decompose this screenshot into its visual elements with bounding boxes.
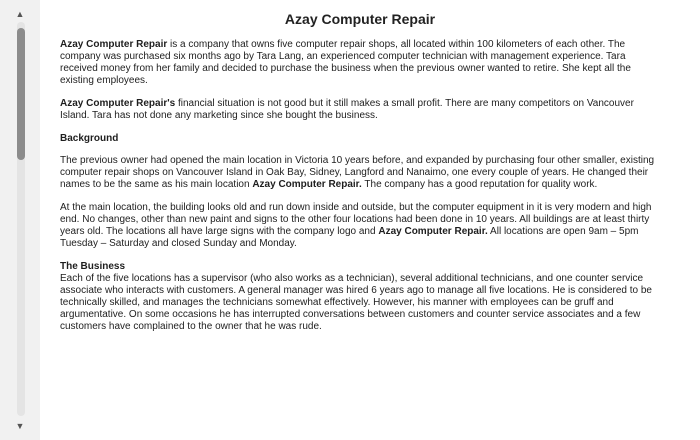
background-para1-company: Azay Computer Repair. [252,179,362,190]
finance-paragraph [60,98,660,122]
finance-company-name: Azay Computer Repair's [60,98,176,109]
business-paragraph: Each of the five locations has a supervisor (who also works as a technician), several additional technicians, and one counter service associate who interacts with customers. A general manager was hired 6 years ago to manage all five locations. He is considered to be technically skilled, and manages the technicians somewhat effectively. However, his manner with employees can be gruff and argumentative. On some occasions he has interrupted conversations between customers and counter service associates and a few customers have complained to the owner that he was rude. [60,273,652,332]
business-heading: The Business [60,261,126,272]
document-title: Azay Computer Repair [284,11,436,27]
background-paragraph-2 [60,202,660,250]
background-para2-company: Azay Computer Repair. [378,226,488,237]
scroll-up-arrow-icon[interactable]: ▲ [15,9,25,19]
background-para2-end: All locations are open 9am – 5pm Tuesday – Saturday and closed Sunday and Monday. [60,226,639,249]
intro-company-name: Azay Computer Repair [60,39,168,50]
document-body [60,10,660,344]
background-para2-text: At the main location, the building looks old and run down inside and outside, but the computer equipment in it is very modern and high end. No changes, other than new paint and signs to the other four locations had been done in 10 years. All buildings are at least thirty years old. The locations all have large signs with the company logo and [60,202,652,237]
intro-paragraph [60,39,660,87]
background-heading: Background [60,133,119,144]
intro-text: is a company that owns five computer repair shops, all located within 100 kilometers of each other. The company was purchased six months ago by Tara Lang, an experienced computer technician with management experience. Tara received money from her family and decided to purchase the business when the previous owner wanted to retire. She kept all the existing employees. [60,39,631,86]
background-para1-text: The previous owner had opened the main location in Victoria 10 years before, and expanded by purchasing four other smaller, existing computer repair shops on Vancouver Island in Oak Bay, Sidney, Langford and Nanaimo, one every couple of years. He changed their names to be the same as his main location [60,155,655,190]
scroll-thumb[interactable] [17,28,25,160]
background-paragraph-1 [60,155,660,191]
scroll-down-arrow-icon[interactable]: ▼ [15,421,25,431]
background-para1-end: The company has a good reputation for quality work. [361,179,598,190]
finance-text: financial situation is not good but it still makes a small profit. There are many competitors on Vancouver Island. Tara has not done any marketing since she bought the business. [60,98,634,121]
vertical-scrollbar[interactable] [0,0,40,440]
